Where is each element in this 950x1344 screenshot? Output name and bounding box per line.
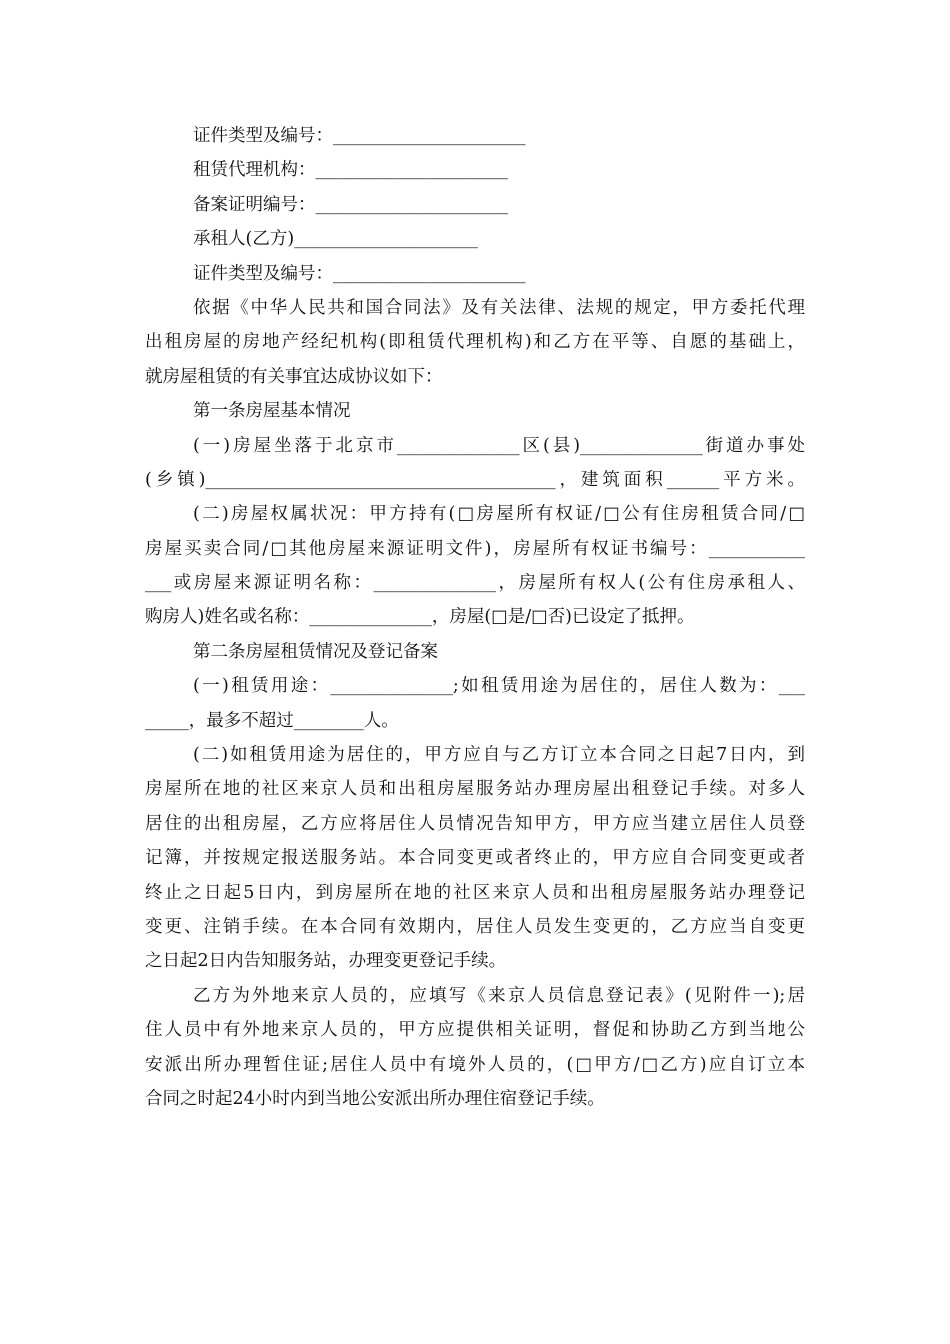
preamble-line: 就房屋租赁的有关事宜达成协议如下： <box>145 366 443 387</box>
filing-certificate-field: 备案证明编号：______________________ <box>193 194 508 215</box>
article-1-ownership-line: ___或房屋来源证明名称：______________，房屋所有权人(公有住房承租人、 <box>145 573 805 594</box>
id-type-field-lessor: 证件类型及编号：______________________ <box>193 126 526 146</box>
article-2-nonlocal-line: 合同之时起24小时内到当地公安派出所办理住宿登记手续。 <box>145 1088 605 1109</box>
article-1-ownership-line: (二)房屋权属状况：甲方持有(□房屋所有权证/□公有住房租赁合同/□ <box>193 504 805 525</box>
id-type-field-lessee: 证件类型及编号：______________________ <box>193 263 526 284</box>
article-2-registration-line: 终止之日起5日内，到房屋所在地的社区来京人员和出租房屋服务站办理登记 <box>145 882 805 903</box>
rental-agency-field: 租赁代理机构：______________________ <box>193 160 508 181</box>
lessee-field: 承租人(乙方)_____________________ <box>193 229 478 250</box>
article-2-registration-line: 居住的出租房屋，乙方应将居住人员情况告知甲方，甲方应当建立居住人员登 <box>145 813 805 834</box>
article-2-registration-line: 变更、注销手续。在本合同有效期内，居住人员发生变更的，乙方应当自变更 <box>145 916 805 937</box>
article-2-nonlocal-line: 住人员中有外地来京人员的，甲方应提供相关证明，督促和协助乙方到当地公 <box>145 1020 805 1041</box>
article-1-ownership-line: 购房人)姓名或名称：______________，房屋(□是/□否)已设定了抵押。 <box>145 607 695 628</box>
article-2-registration-line: (二)如租赁用途为居住的，甲方应自与乙方订立本合同之日起7日内，到 <box>193 745 805 766</box>
article-2-nonlocal-line: 乙方为外地来京人员的，应填写《来京人员信息登记表》(见附件一);居 <box>193 985 805 1006</box>
article-2-registration-line: 之日起2日内告知服务站，办理变更登记手续。 <box>145 951 507 972</box>
article-1-location-line: (一)房屋坐落于北京市______________区(县)______________街道办事处 <box>193 435 805 456</box>
preamble-line: 出租房屋的房地产经纪机构(即租赁代理机构)和乙方在平等、自愿的基础上， <box>145 332 805 353</box>
article-2-usage-line: (一)租赁用途：______________;如租赁用途为居住的，居住人数为：___ <box>193 676 805 697</box>
article-1-ownership-line: 房屋买卖合同/□其他房屋来源证明文件)，房屋所有权证书编号：___________ <box>145 538 805 559</box>
preamble-line: 依据《中华人民共和国合同法》及有关法律、法规的规定，甲方委托代理 <box>193 297 805 318</box>
contract-body <box>145 119 805 1116</box>
article-1-heading: 第一条房屋基本情况 <box>193 401 351 422</box>
article-2-registration-line: 房屋所在地的社区来京人员和出租房屋服务站办理房屋出租登记手续。对多人 <box>145 779 805 800</box>
article-1-location-line: (乡镇)________________________________________，建筑面积______平方米。 <box>145 469 805 490</box>
article-2-heading: 第二条房屋租赁情况及登记备案 <box>193 641 438 662</box>
article-2-registration-line: 记簿，并按规定报送服务站。本合同变更或者终止的，甲方应自合同变更或者 <box>145 848 805 869</box>
article-2-nonlocal-line: 安派出所办理暂住证;居住人员中有境外人员的，(□甲方/□乙方)应自订立本 <box>145 1054 805 1075</box>
article-2-usage-line: _____，最多不超过________人。 <box>145 710 399 731</box>
